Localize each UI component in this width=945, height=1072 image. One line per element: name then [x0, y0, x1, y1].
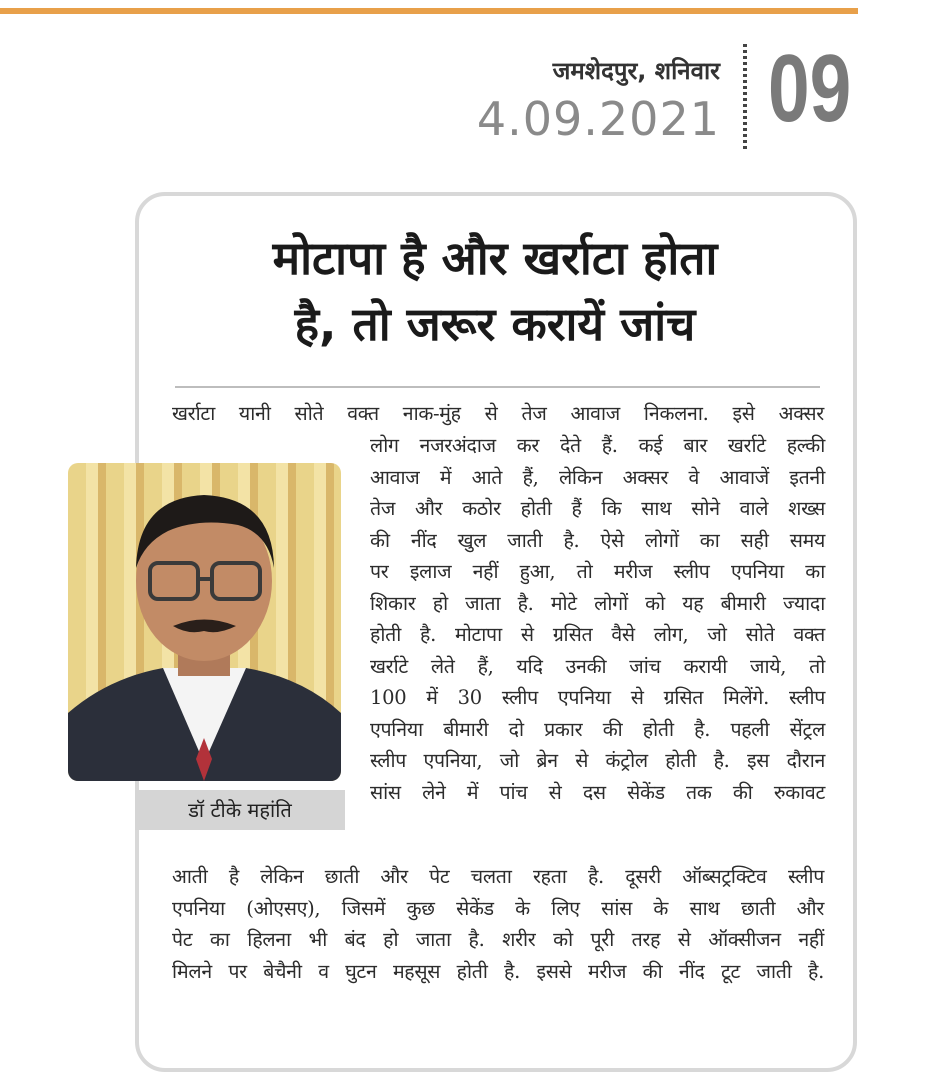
- body-line: शिकार हो जाता है. मोटे लोगों को यह बीमारी ज्यादा: [370, 591, 825, 615]
- body-line: लोग नजरअंदाज कर देते हैं. कई बार खर्राटे हल्की: [370, 434, 825, 457]
- body-line: स्लीप एपनिया, जो ब्रेन से कंट्रोल होती है. इस दौरान: [370, 749, 825, 772]
- body-intro-line: खर्राटा यानी सोते वक्त नाक-मुंह से तेज आवाज निकलना. इसे अक्सर: [172, 402, 824, 425]
- body-line: मिलने पर बेचैनी व घुटन महसूस होती है. इससे मरीज की नींद टूट जाती है.: [172, 959, 824, 983]
- body-line: होती है. मोटापा से ग्रसित वैसे लोग, जो सोते वक्त: [370, 623, 825, 646]
- photo-caption: डॉ टीके महांति: [135, 790, 345, 830]
- body-line: एपनिया बीमारी दो प्रकार की होती है. पहली सेंट्रल: [370, 717, 825, 741]
- body-wrap-column: [370, 430, 825, 808]
- masthead-divider: [743, 44, 747, 152]
- body-line: की नींद खुल जाती है. ऐसे लोगों का सही समय: [370, 528, 825, 552]
- body-line: पेट का हिलना भी बंद हो जाता है. शरीर को पूरी तरह से ऑक्सीजन नहीं: [172, 928, 824, 951]
- top-rule: [0, 8, 858, 14]
- headline-rule: [175, 386, 820, 388]
- headline-line-1: मोटापा है और खर्राटा होता: [272, 231, 718, 285]
- headline-line-2: है, तो जरूर करायें जांच: [294, 297, 696, 351]
- body-line: खर्राटे लेते हैं, यदि उनकी जांच करायी जाये, तो: [370, 654, 825, 678]
- body-full-column: [172, 861, 824, 987]
- issue-date: 4.09.2021: [476, 92, 720, 146]
- body-line: आवाज में आते हैं, लेकिन अक्सर वे आवाजें इतनी: [370, 465, 825, 489]
- body-line: 100 में 30 स्लीप एपनिया से ग्रसित मिलेंगे. स्लीप: [370, 686, 825, 709]
- doctor-photo: [68, 463, 341, 781]
- body-line: तेज और कठोर होती हैं कि साथ सोने वाले शख्स: [370, 497, 825, 520]
- page-number: 09: [768, 35, 852, 142]
- city-day: जमशेदपुर, शनिवार: [552, 57, 720, 85]
- headline: [180, 225, 810, 357]
- body-line: पर इलाज नहीं हुआ, तो मरीज स्लीप एपनिया का: [370, 560, 825, 583]
- masthead: [430, 35, 860, 160]
- doctor-portrait-icon: [68, 463, 341, 781]
- body-line: सांस लेने में पांच से दस सेकेंड तक की रुकावट: [370, 780, 825, 804]
- body-line: आती है लेकिन छाती और पेट चलता रहता है. दूसरी ऑब्सट्रक्टिव स्लीप: [172, 865, 824, 888]
- body-line: एपनिया (ओएसए), जिसमें कुछ सेकेंड के लिए सांस के साथ छाती और: [172, 896, 824, 920]
